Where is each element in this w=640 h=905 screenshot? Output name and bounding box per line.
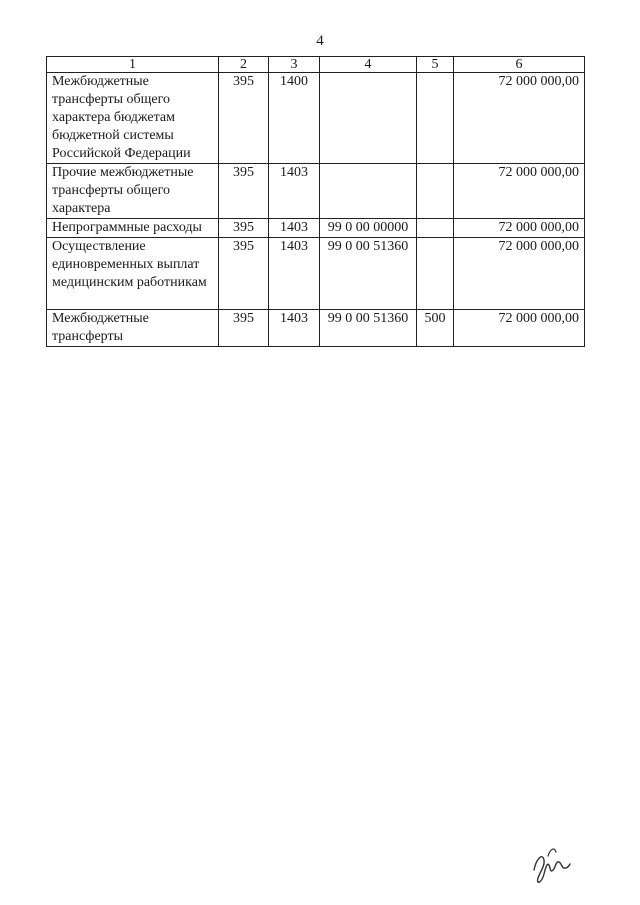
header-col-3: 3 [269,57,320,73]
row-target-article [320,73,417,164]
row-code: 395 [219,73,269,164]
page-number: 4 [316,33,324,49]
row-code: 395 [219,164,269,219]
row-target-article: 99 0 00 00000 [320,219,417,238]
row-section: 1403 [269,219,320,238]
row-code: 395 [219,219,269,238]
row-name: Межбюджетные трансферты [47,310,219,347]
table-row [47,164,585,219]
row-amount: 72 000 000,00 [454,310,585,347]
row-code: 395 [219,238,269,310]
table-row [47,310,585,347]
row-amount: 72 000 000,00 [454,73,585,164]
table-row [47,73,585,164]
header-col-5: 5 [417,57,454,73]
row-name: Прочие межбюджетные трансферты общего характера [47,164,219,219]
header-col-6: 6 [454,57,585,73]
row-section: 1400 [269,73,320,164]
row-section: 1403 [269,164,320,219]
row-target-article: 99 0 00 51360 [320,238,417,310]
row-expense-type [417,164,454,219]
table-row [47,219,585,238]
table-row [47,238,585,310]
header-col-2: 2 [219,57,269,73]
row-expense-type: 500 [417,310,454,347]
row-name: Межбюджетные трансферты общего характера бюджетам бюджетной системы Российской Федерации [47,73,219,164]
header-col-4: 4 [320,57,417,73]
table-header-row [47,57,585,73]
row-code: 395 [219,310,269,347]
row-expense-type [417,238,454,310]
row-expense-type [417,73,454,164]
row-section: 1403 [269,310,320,347]
row-target-article: 99 0 00 51360 [320,310,417,347]
handwritten-signature [526,830,576,890]
row-name: Непрограммные расходы [47,219,219,238]
row-amount: 72 000 000,00 [454,164,585,219]
budget-table [46,56,585,347]
row-amount: 72 000 000,00 [454,219,585,238]
row-expense-type [417,219,454,238]
row-name: Осуществление единовременных выплат медицинским работникам [47,238,219,310]
header-col-1: 1 [47,57,219,73]
row-section: 1403 [269,238,320,310]
row-target-article [320,164,417,219]
row-amount: 72 000 000,00 [454,238,585,310]
